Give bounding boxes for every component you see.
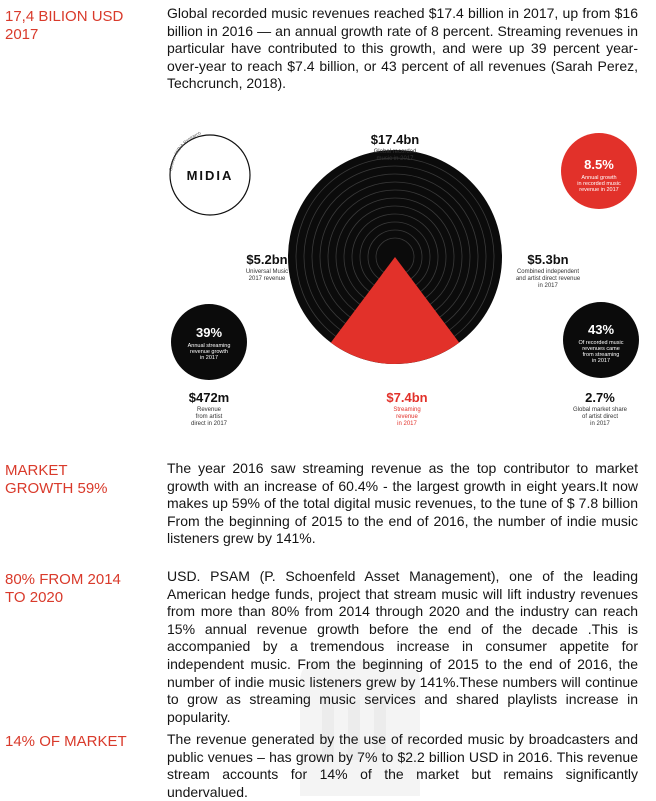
independent-line2: and artist direct revenue bbox=[515, 276, 581, 282]
streaming-line3: in 2017 bbox=[397, 421, 417, 427]
streaming-line2: revenue bbox=[396, 414, 418, 420]
global-revenue-line2: music in 2017 bbox=[376, 156, 414, 162]
streaming-value: $7.4bn bbox=[386, 390, 428, 405]
artist-direct-line3: direct in 2017 bbox=[190, 421, 228, 427]
universal-value: $5.2bn bbox=[246, 252, 288, 267]
midia-infographic bbox=[150, 122, 640, 442]
streaming-share-line4: in 2017 bbox=[591, 358, 611, 364]
streaming-growth-line3: in 2017 bbox=[199, 355, 219, 361]
section-text-revenue: Global recorded music revenues reached $17.4 billion in 2017, up from $16 billion in 2016 — an annual growth rate of 8 percent. Streaming revenues in particular have contributed to this growth, and were up 39 percent year-over-year to reach $7.4 billion, or 43 percent of all revenues (Sarah Perez, Techcrunch, 2018). bbox=[167, 5, 638, 92]
independent-line1: Combined independent bbox=[516, 269, 580, 275]
universal-line2: 2017 revenue bbox=[248, 276, 286, 282]
infographic-svg bbox=[150, 122, 640, 442]
artist-share-line2: of artist direct bbox=[581, 414, 619, 420]
section-heading-market-growth bbox=[5, 462, 155, 498]
section-heading-forecast bbox=[5, 571, 155, 607]
streaming-share-badge bbox=[563, 302, 639, 378]
section-heading-revenue bbox=[5, 8, 155, 44]
universal-line1: Universal Music bbox=[245, 269, 289, 275]
artist-direct-line1: Revenue bbox=[196, 407, 222, 413]
artist-share-line1: Global market share bbox=[572, 407, 628, 413]
section-text-forecast: USD. PSAM (P. Schoenfeld Asset Management), one of the leading American hedge funds, project that stream music will lift industry revenues from more than 80% from 2014 through 2020 and the industry can reach 15% annual revenue growth before the end of the decade .This is accompanied by a tremendous increase in consumer appetite for independent music. From the beginning of 2015 to the end of 2016, the number of indie music listeners grew by 141%.These numbers will continue to grow as streaming music services and shared playlists increase in popularity. bbox=[167, 568, 638, 725]
streaming-share-line3: from streaming bbox=[582, 352, 620, 358]
heading-line: 2017 bbox=[5, 26, 39, 43]
streaming-growth-line2: revenue growth bbox=[190, 349, 228, 355]
heading-line: 80% FROM 2014 bbox=[5, 571, 121, 588]
streaming-growth-badge bbox=[171, 304, 247, 380]
midia-logo bbox=[168, 130, 250, 215]
streaming-line1: Streaming bbox=[393, 407, 421, 413]
annual-growth-line1: Annual growth bbox=[581, 175, 617, 181]
heading-line: 14% OF MARKET bbox=[5, 733, 127, 750]
heading-line: 17,4 BILION USD bbox=[5, 8, 124, 25]
artist-direct-value: $472m bbox=[188, 390, 230, 405]
section-text-market-share: The revenue generated by the use of recorded music by broadcasters and public venues – has grown by 7% to $2.2 billion USD in 2016. This revenue stream accounts for 14% of the market but remains significantly undervalued. bbox=[167, 731, 638, 800]
global-revenue-value: $17.4bn bbox=[370, 132, 420, 147]
heading-line: GROWTH 59% bbox=[5, 480, 108, 497]
artist-direct-line2: from artist bbox=[195, 414, 223, 420]
independent-line3: in 2017 bbox=[538, 283, 558, 289]
heading-line: MARKET bbox=[5, 462, 68, 479]
annual-growth-value: 8.5% bbox=[584, 157, 614, 172]
heading-line: TO 2020 bbox=[5, 589, 64, 606]
annual-growth-badge bbox=[561, 133, 637, 209]
global-revenue-line1: Global recorded bbox=[373, 149, 417, 155]
streaming-growth-value: 39% bbox=[195, 325, 223, 340]
independent-value: $5.3bn bbox=[527, 252, 569, 267]
section-heading-market-share bbox=[5, 733, 155, 751]
streaming-share-line1: Of recorded music bbox=[578, 340, 624, 346]
annual-growth-line2: in recorded music bbox=[577, 181, 621, 187]
artist-share-value: 2.7% bbox=[585, 390, 615, 405]
streaming-growth-line1: Annual streaming bbox=[187, 343, 231, 349]
section-text-market-growth: The year 2016 saw streaming revenue as the top contributor to market growth with an increase of 60.4% - the largest growth in eight years.It now makes up 59% of the total digital music revenues, to the tune of $ 7.8 billion From the beginning of 2015 to the end of 2016, the number of indie music listeners grew by 141%. bbox=[167, 460, 638, 547]
logo-text: MIDIA bbox=[186, 168, 234, 183]
artist-share-line3: in 2017 bbox=[590, 421, 610, 427]
streaming-share-line2: revenues came bbox=[582, 346, 620, 352]
annual-growth-line3: revenue in 2017 bbox=[579, 187, 619, 193]
vinyl-record bbox=[288, 150, 502, 364]
streaming-share-value: 43% bbox=[587, 322, 615, 337]
logo-source-text: Source: MIDiA Research bbox=[168, 130, 202, 172]
